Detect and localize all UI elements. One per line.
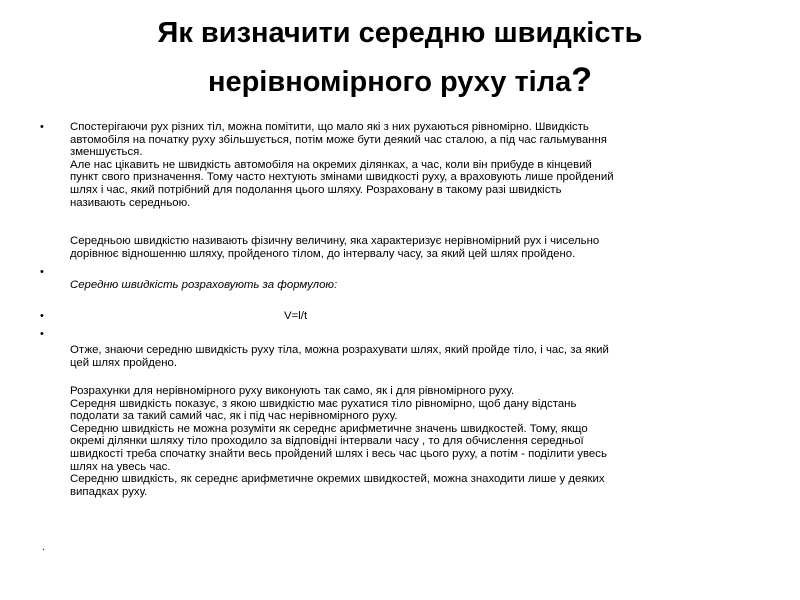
formula: V=l/t [284,310,308,322]
paragraph-intro: Спостерігаючи рух різних тіл, можна помітити, що мало які з них рухаються рівномірно. Швидкість автомобіля на початку руху збільшується, потім може бути деякий час сталою, а під час гальмування зменшується. Але нас цікавить не швидкість автомобіля на окремих ділянках, а час, коли він прибуде в кінцевий пункт свого призначення. Тому часто нехтують змінами швидкості руху, а враховують лише пройдений шлях і час, який потрібний для подолання цього шляху. Розраховану в такому разі швидкість називають середньою. [70,121,614,209]
paragraph-calculations: Розрахунки для нерівномірного руху виконують так само, як і для рівномірного руху. Середня швидкість показує, з якою швидкістю має рухатися тіло рівномірно, щоб дану відстань подолати за такий самий час, як і під час нерівномірного руху. Середню швидкість не можна розуміти як середнє арифметичне значень швидкостей. Тому, якщо окремі ділянки шляху тіло проходило за відповідні інтервали часу , то для обчислення середньої швидкості треба спочатку знайти весь пройдений шлях і весь час цього руху, а потім - поділити увесь шлях на увесь час. Середню швидкість, як середнє арифметичне окремих швидкостей, можна знаходити лише у деяких випадках руху. [70,385,607,498]
title-question-mark: ? [571,61,593,99]
paragraph-definition: Середньою швидкістю називають фізичну величину, яка характеризує нерівномірний рух і чисельно дорівнює відношенню шляху, пройденого тілом, до інтервалу часу, за який цей шлях пройдено. [70,235,600,260]
title-line-1: Як визначити середню швидкість [157,17,643,49]
title-line-2: нерівномірного руху тіла [207,66,572,98]
paragraph-conclusion: Отже, знаючи середню швидкість руху тіла, можна розрахувати шлях, який пройде тіло, і час, за який цей шлях пройдено. [70,344,609,369]
bullet-marker: • [40,310,44,322]
paragraph-formula-intro: Середню швидкість розраховують за формулою: [70,279,338,291]
bullet-marker: • [40,266,44,278]
bullet-marker: • [40,121,44,133]
bullet-marker: • [40,328,44,340]
bullet-marker-small: . [42,542,45,553]
